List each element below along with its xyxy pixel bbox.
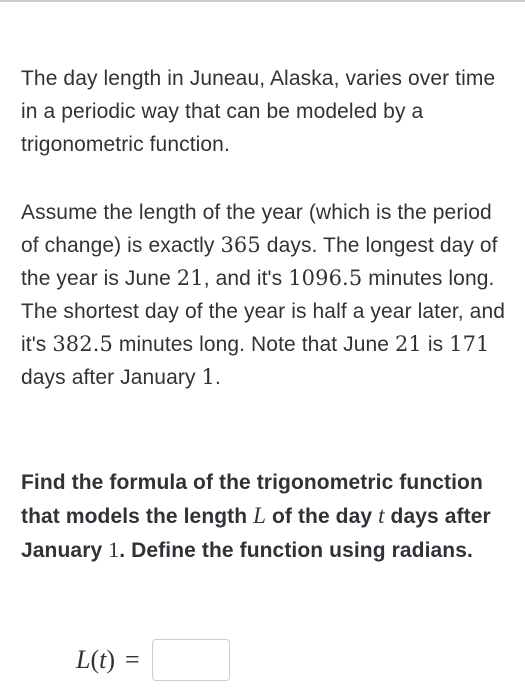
assumption-text: minutes long. Note that June [112, 333, 395, 356]
function-name: L [76, 645, 91, 674]
longest-day-value: 1096.5 [288, 266, 363, 290]
question-text: Find the formula of the trigonometric function that models the length [21, 471, 483, 528]
top-divider [0, 0, 525, 2]
intro-paragraph: The day length in Juneau, Alaska, varies over time in a periodic way that can be modeled by a trigonometric function. [21, 67, 496, 156]
period-value: 365 [220, 233, 261, 257]
variable-t: t [378, 503, 385, 528]
assumption-text: Assume the length of the year (which is the period of change) is exactly [21, 201, 492, 257]
question-text: of the day [266, 505, 379, 528]
january-day-value: 1 [201, 365, 215, 389]
assumption-text: is [421, 333, 450, 356]
assumption-text: days after January [21, 366, 202, 389]
question-text: . Define the function using radians. [119, 539, 473, 562]
open-paren: ( [90, 645, 100, 674]
function-label [76, 645, 152, 675]
close-paren: ) [106, 645, 116, 674]
assumption-text: , and it's [203, 267, 289, 290]
assumption-text: days. The longest day of the year is June [21, 234, 498, 290]
question-text: days after January [21, 505, 491, 562]
june-day-value: 21 [176, 266, 204, 290]
shortest-day-value: 382.5 [52, 332, 113, 356]
answer-input[interactable] [152, 639, 230, 681]
variable-L: L [253, 503, 267, 528]
function-argument: t [99, 645, 107, 674]
equals-sign: = [125, 645, 140, 674]
january-day-value: 1 [108, 537, 120, 562]
june-day-value: 21 [394, 332, 422, 356]
assumption-text: minutes long. The shortest day of the year is half a year later, and it's [21, 267, 506, 356]
days-offset-value: 171 [449, 332, 490, 356]
assumption-text: . [214, 366, 221, 389]
assumptions-paragraph [21, 196, 511, 394]
question-prompt [21, 466, 511, 567]
answer-row [76, 638, 230, 682]
